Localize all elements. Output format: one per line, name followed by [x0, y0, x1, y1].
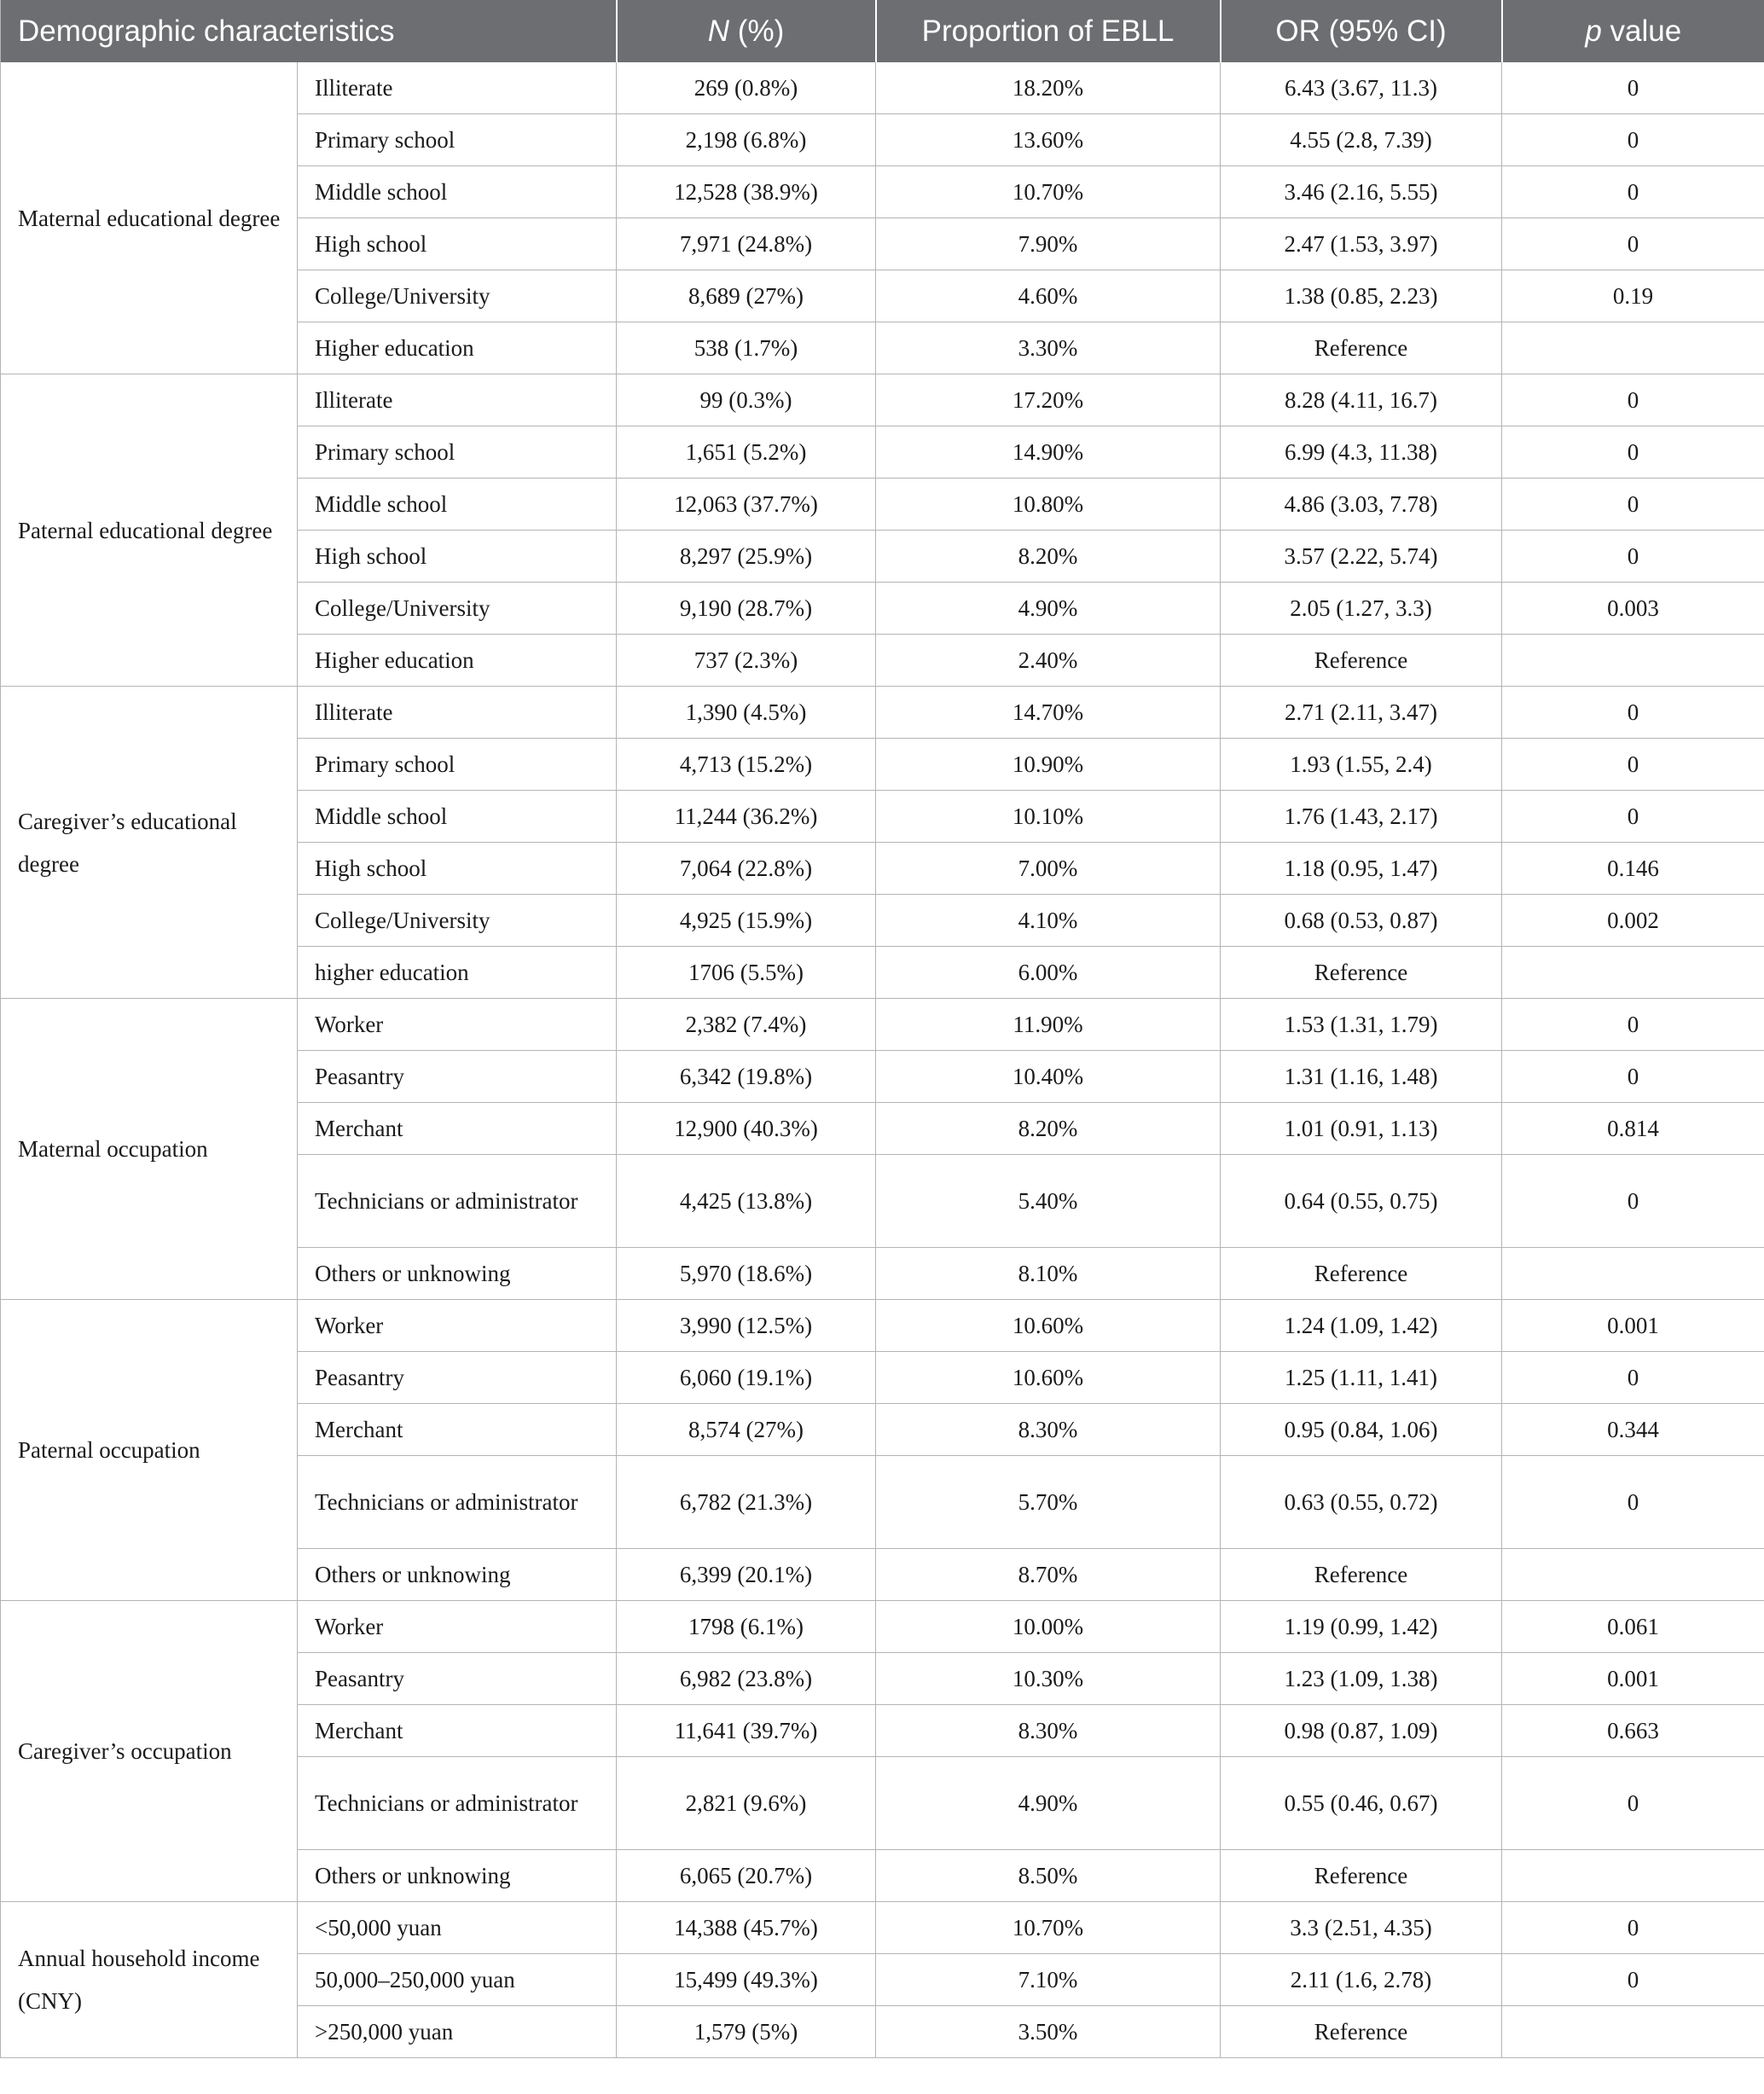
odds-ratio-cell: Reference [1221, 1248, 1502, 1300]
header-n-italic: N [707, 14, 730, 48]
table-row [1, 62, 1764, 114]
p-value-cell: 0 [1502, 1352, 1764, 1404]
p-value-cell: 0 [1502, 999, 1764, 1051]
p-value-cell: 0 [1502, 1757, 1764, 1850]
ebll-proportion-cell: 4.90% [876, 583, 1221, 635]
ebll-proportion-cell: 10.40% [876, 1051, 1221, 1103]
ebll-proportion-cell: 4.60% [876, 270, 1221, 322]
odds-ratio-cell: 6.43 (3.67, 11.3) [1221, 62, 1502, 114]
odds-ratio-cell: 1.38 (0.85, 2.23) [1221, 270, 1502, 322]
odds-ratio-cell: 2.71 (2.11, 3.47) [1221, 687, 1502, 739]
n-percent-cell: 6,060 (19.1%) [617, 1352, 876, 1404]
n-percent-cell: 4,925 (15.9%) [617, 895, 876, 947]
n-percent-cell: 6,982 (23.8%) [617, 1653, 876, 1705]
odds-ratio-cell: 0.95 (0.84, 1.06) [1221, 1404, 1502, 1456]
header-row [1, 0, 1764, 62]
odds-ratio-cell: 1.01 (0.91, 1.13) [1221, 1103, 1502, 1155]
odds-ratio-cell: Reference [1221, 635, 1502, 687]
table-row [1, 1300, 1764, 1352]
table-row [1, 374, 1764, 426]
odds-ratio-cell: 0.68 (0.53, 0.87) [1221, 895, 1502, 947]
ebll-proportion-cell: 11.90% [876, 999, 1221, 1051]
n-percent-cell: 12,900 (40.3%) [617, 1103, 876, 1155]
p-value-cell: 0 [1502, 1051, 1764, 1103]
subcategory-cell: Others or unknowing [298, 1248, 617, 1300]
subcategory-cell: Others or unknowing [298, 1850, 617, 1902]
subcategory-cell: <50,000 yuan [298, 1902, 617, 1954]
subcategory-cell: High school [298, 531, 617, 583]
subcategory-cell: Primary school [298, 426, 617, 479]
n-percent-cell: 1,651 (5.2%) [617, 426, 876, 479]
ebll-proportion-cell: 4.10% [876, 895, 1221, 947]
subcategory-cell: Illiterate [298, 687, 617, 739]
header-p-rest: value [1601, 14, 1682, 48]
odds-ratio-cell: Reference [1221, 1850, 1502, 1902]
odds-ratio-cell: 1.93 (1.55, 2.4) [1221, 739, 1502, 791]
ebll-proportion-cell: 8.30% [876, 1705, 1221, 1757]
odds-ratio-cell: 4.55 (2.8, 7.39) [1221, 114, 1502, 166]
p-value-cell: 0 [1502, 114, 1764, 166]
p-value-cell: 0 [1502, 739, 1764, 791]
ebll-proportion-cell: 7.10% [876, 1954, 1221, 2006]
p-value-cell: 0 [1502, 791, 1764, 843]
n-percent-cell: 14,388 (45.7%) [617, 1902, 876, 1954]
subcategory-cell: higher education [298, 947, 617, 999]
subcategory-cell: Higher education [298, 322, 617, 374]
ebll-proportion-cell: 18.20% [876, 62, 1221, 114]
n-percent-cell: 12,528 (38.9%) [617, 166, 876, 218]
n-percent-cell: 2,821 (9.6%) [617, 1757, 876, 1850]
group-label: Maternal educational degree [1, 62, 298, 374]
subcategory-cell: Peasantry [298, 1051, 617, 1103]
odds-ratio-cell: 4.86 (3.03, 7.78) [1221, 479, 1502, 531]
n-percent-cell: 1798 (6.1%) [617, 1601, 876, 1653]
subcategory-cell: >250,000 yuan [298, 2006, 617, 2058]
n-percent-cell: 5,970 (18.6%) [617, 1248, 876, 1300]
ebll-proportion-cell: 5.70% [876, 1456, 1221, 1549]
ebll-proportion-cell: 7.00% [876, 843, 1221, 895]
subcategory-cell: Peasantry [298, 1352, 617, 1404]
table-row [1, 1601, 1764, 1653]
odds-ratio-cell: 1.19 (0.99, 1.42) [1221, 1601, 1502, 1653]
p-value-cell [1502, 1850, 1764, 1902]
header-or: OR (95% CI) [1221, 0, 1502, 62]
n-percent-cell: 8,297 (25.9%) [617, 531, 876, 583]
subcategory-cell: Merchant [298, 1103, 617, 1155]
p-value-cell [1502, 322, 1764, 374]
subcategory-cell: Middle school [298, 166, 617, 218]
p-value-cell: 0.003 [1502, 583, 1764, 635]
odds-ratio-cell: 0.98 (0.87, 1.09) [1221, 1705, 1502, 1757]
ebll-proportion-cell: 7.90% [876, 218, 1221, 270]
ebll-proportion-cell: 3.30% [876, 322, 1221, 374]
n-percent-cell: 7,064 (22.8%) [617, 843, 876, 895]
p-value-cell: 0.814 [1502, 1103, 1764, 1155]
subcategory-cell: 50,000–250,000 yuan [298, 1954, 617, 2006]
header-demographic: Demographic characteristics [1, 0, 617, 62]
ebll-proportion-cell: 8.50% [876, 1850, 1221, 1902]
header-p [1502, 0, 1764, 62]
header-n-rest: (%) [729, 14, 785, 48]
ebll-proportion-cell: 14.70% [876, 687, 1221, 739]
p-value-cell: 0 [1502, 62, 1764, 114]
subcategory-cell: Technicians or administrator [298, 1155, 617, 1248]
header-n [617, 0, 876, 62]
subcategory-cell: College/University [298, 270, 617, 322]
n-percent-cell: 8,574 (27%) [617, 1404, 876, 1456]
ebll-proportion-cell: 14.90% [876, 426, 1221, 479]
subcategory-cell: College/University [298, 895, 617, 947]
p-value-cell: 0.19 [1502, 270, 1764, 322]
subcategory-cell: Merchant [298, 1705, 617, 1757]
n-percent-cell: 538 (1.7%) [617, 322, 876, 374]
p-value-cell: 0.061 [1502, 1601, 1764, 1653]
n-percent-cell: 12,063 (37.7%) [617, 479, 876, 531]
n-percent-cell: 737 (2.3%) [617, 635, 876, 687]
n-percent-cell: 6,065 (20.7%) [617, 1850, 876, 1902]
odds-ratio-cell: 3.3 (2.51, 4.35) [1221, 1902, 1502, 1954]
p-value-cell: 0 [1502, 687, 1764, 739]
p-value-cell: 0.146 [1502, 843, 1764, 895]
header-p-italic: p [1585, 14, 1602, 48]
n-percent-cell: 11,244 (36.2%) [617, 791, 876, 843]
subcategory-cell: Illiterate [298, 62, 617, 114]
subcategory-cell: Technicians or administrator [298, 1456, 617, 1549]
table-row [1, 999, 1764, 1051]
ebll-proportion-cell: 10.30% [876, 1653, 1221, 1705]
subcategory-cell: College/University [298, 583, 617, 635]
p-value-cell: 0 [1502, 374, 1764, 426]
ebll-proportion-cell: 2.40% [876, 635, 1221, 687]
ebll-proportion-cell: 8.70% [876, 1549, 1221, 1601]
p-value-cell: 0 [1502, 218, 1764, 270]
n-percent-cell: 6,342 (19.8%) [617, 1051, 876, 1103]
subcategory-cell: Worker [298, 1300, 617, 1352]
odds-ratio-cell: 0.55 (0.46, 0.67) [1221, 1757, 1502, 1850]
odds-ratio-cell: 1.18 (0.95, 1.47) [1221, 843, 1502, 895]
odds-ratio-cell: 3.46 (2.16, 5.55) [1221, 166, 1502, 218]
n-percent-cell: 4,713 (15.2%) [617, 739, 876, 791]
odds-ratio-cell: 2.05 (1.27, 3.3) [1221, 583, 1502, 635]
subcategory-cell: Middle school [298, 791, 617, 843]
subcategory-cell: Merchant [298, 1404, 617, 1456]
p-value-cell: 0 [1502, 479, 1764, 531]
n-percent-cell: 6,399 (20.1%) [617, 1549, 876, 1601]
p-value-cell: 0 [1502, 1155, 1764, 1248]
odds-ratio-cell: 1.23 (1.09, 1.38) [1221, 1653, 1502, 1705]
odds-ratio-cell: Reference [1221, 322, 1502, 374]
ebll-proportion-cell: 10.80% [876, 479, 1221, 531]
n-percent-cell: 6,782 (21.3%) [617, 1456, 876, 1549]
subcategory-cell: Worker [298, 1601, 617, 1653]
p-value-cell: 0 [1502, 1456, 1764, 1549]
ebll-proportion-cell: 8.20% [876, 531, 1221, 583]
table-row [1, 687, 1764, 739]
n-percent-cell: 11,641 (39.7%) [617, 1705, 876, 1757]
n-percent-cell: 15,499 (49.3%) [617, 1954, 876, 2006]
subcategory-cell: High school [298, 218, 617, 270]
subcategory-cell: High school [298, 843, 617, 895]
subcategory-cell: Higher education [298, 635, 617, 687]
odds-ratio-cell: 2.47 (1.53, 3.97) [1221, 218, 1502, 270]
subcategory-cell: Primary school [298, 114, 617, 166]
p-value-cell: 0 [1502, 1902, 1764, 1954]
p-value-cell [1502, 1248, 1764, 1300]
odds-ratio-cell: 1.53 (1.31, 1.79) [1221, 999, 1502, 1051]
p-value-cell: 0 [1502, 531, 1764, 583]
subcategory-cell: Technicians or administrator [298, 1757, 617, 1850]
table-row [1, 1902, 1764, 1954]
odds-ratio-cell: 3.57 (2.22, 5.74) [1221, 531, 1502, 583]
odds-ratio-cell: 1.24 (1.09, 1.42) [1221, 1300, 1502, 1352]
subcategory-cell: Primary school [298, 739, 617, 791]
ebll-proportion-cell: 8.10% [876, 1248, 1221, 1300]
ebll-proportion-cell: 10.60% [876, 1300, 1221, 1352]
ebll-proportion-cell: 5.40% [876, 1155, 1221, 1248]
subcategory-cell: Illiterate [298, 374, 617, 426]
ebll-proportion-cell: 10.60% [876, 1352, 1221, 1404]
ebll-proportion-cell: 10.90% [876, 739, 1221, 791]
ebll-proportion-cell: 8.30% [876, 1404, 1221, 1456]
header-proportion: Proportion of EBLL [876, 0, 1221, 62]
ebll-proportion-cell: 6.00% [876, 947, 1221, 999]
subcategory-cell: Peasantry [298, 1653, 617, 1705]
n-percent-cell: 1706 (5.5%) [617, 947, 876, 999]
group-label: Caregiver’s educational degree [1, 687, 298, 999]
odds-ratio-cell: 1.31 (1.16, 1.48) [1221, 1051, 1502, 1103]
p-value-cell: 0.001 [1502, 1300, 1764, 1352]
p-value-cell: 0.344 [1502, 1404, 1764, 1456]
n-percent-cell: 8,689 (27%) [617, 270, 876, 322]
p-value-cell [1502, 635, 1764, 687]
n-percent-cell: 2,198 (6.8%) [617, 114, 876, 166]
subcategory-cell: Others or unknowing [298, 1549, 617, 1601]
odds-ratio-cell: Reference [1221, 2006, 1502, 2058]
ebll-proportion-cell: 8.20% [876, 1103, 1221, 1155]
p-value-cell: 0 [1502, 426, 1764, 479]
p-value-cell [1502, 2006, 1764, 2058]
group-label: Caregiver’s occupation [1, 1601, 298, 1902]
p-value-cell: 0 [1502, 166, 1764, 218]
group-label: Paternal occupation [1, 1300, 298, 1601]
ebll-proportion-cell: 10.00% [876, 1601, 1221, 1653]
ebll-proportion-cell: 13.60% [876, 114, 1221, 166]
odds-ratio-cell: Reference [1221, 1549, 1502, 1601]
n-percent-cell: 1,390 (4.5%) [617, 687, 876, 739]
p-value-cell: 0 [1502, 1954, 1764, 2006]
n-percent-cell: 99 (0.3%) [617, 374, 876, 426]
odds-ratio-cell: Reference [1221, 947, 1502, 999]
p-value-cell [1502, 947, 1764, 999]
p-value-cell: 0.002 [1502, 895, 1764, 947]
n-percent-cell: 1,579 (5%) [617, 2006, 876, 2058]
ebll-proportion-cell: 17.20% [876, 374, 1221, 426]
group-label: Paternal educational degree [1, 374, 298, 687]
p-value-cell [1502, 1549, 1764, 1601]
n-percent-cell: 4,425 (13.8%) [617, 1155, 876, 1248]
odds-ratio-cell: 8.28 (4.11, 16.7) [1221, 374, 1502, 426]
odds-ratio-cell: 2.11 (1.6, 2.78) [1221, 1954, 1502, 2006]
group-label: Annual household income (CNY) [1, 1902, 298, 2058]
ebll-proportion-cell: 3.50% [876, 2006, 1221, 2058]
ebll-proportion-cell: 10.70% [876, 1902, 1221, 1954]
n-percent-cell: 9,190 (28.7%) [617, 583, 876, 635]
ebll-proportion-cell: 10.10% [876, 791, 1221, 843]
p-value-cell: 0.663 [1502, 1705, 1764, 1757]
odds-ratio-cell: 0.64 (0.55, 0.75) [1221, 1155, 1502, 1248]
odds-ratio-cell: 1.25 (1.11, 1.41) [1221, 1352, 1502, 1404]
n-percent-cell: 2,382 (7.4%) [617, 999, 876, 1051]
subcategory-cell: Middle school [298, 479, 617, 531]
n-percent-cell: 7,971 (24.8%) [617, 218, 876, 270]
odds-ratio-cell: 6.99 (4.3, 11.38) [1221, 426, 1502, 479]
group-label: Maternal occupation [1, 999, 298, 1300]
subcategory-cell: Worker [298, 999, 617, 1051]
ebll-proportion-cell: 10.70% [876, 166, 1221, 218]
n-percent-cell: 3,990 (12.5%) [617, 1300, 876, 1352]
odds-ratio-cell: 1.76 (1.43, 2.17) [1221, 791, 1502, 843]
n-percent-cell: 269 (0.8%) [617, 62, 876, 114]
ebll-proportion-cell: 4.90% [876, 1757, 1221, 1850]
odds-ratio-cell: 0.63 (0.55, 0.72) [1221, 1456, 1502, 1549]
p-value-cell: 0.001 [1502, 1653, 1764, 1705]
